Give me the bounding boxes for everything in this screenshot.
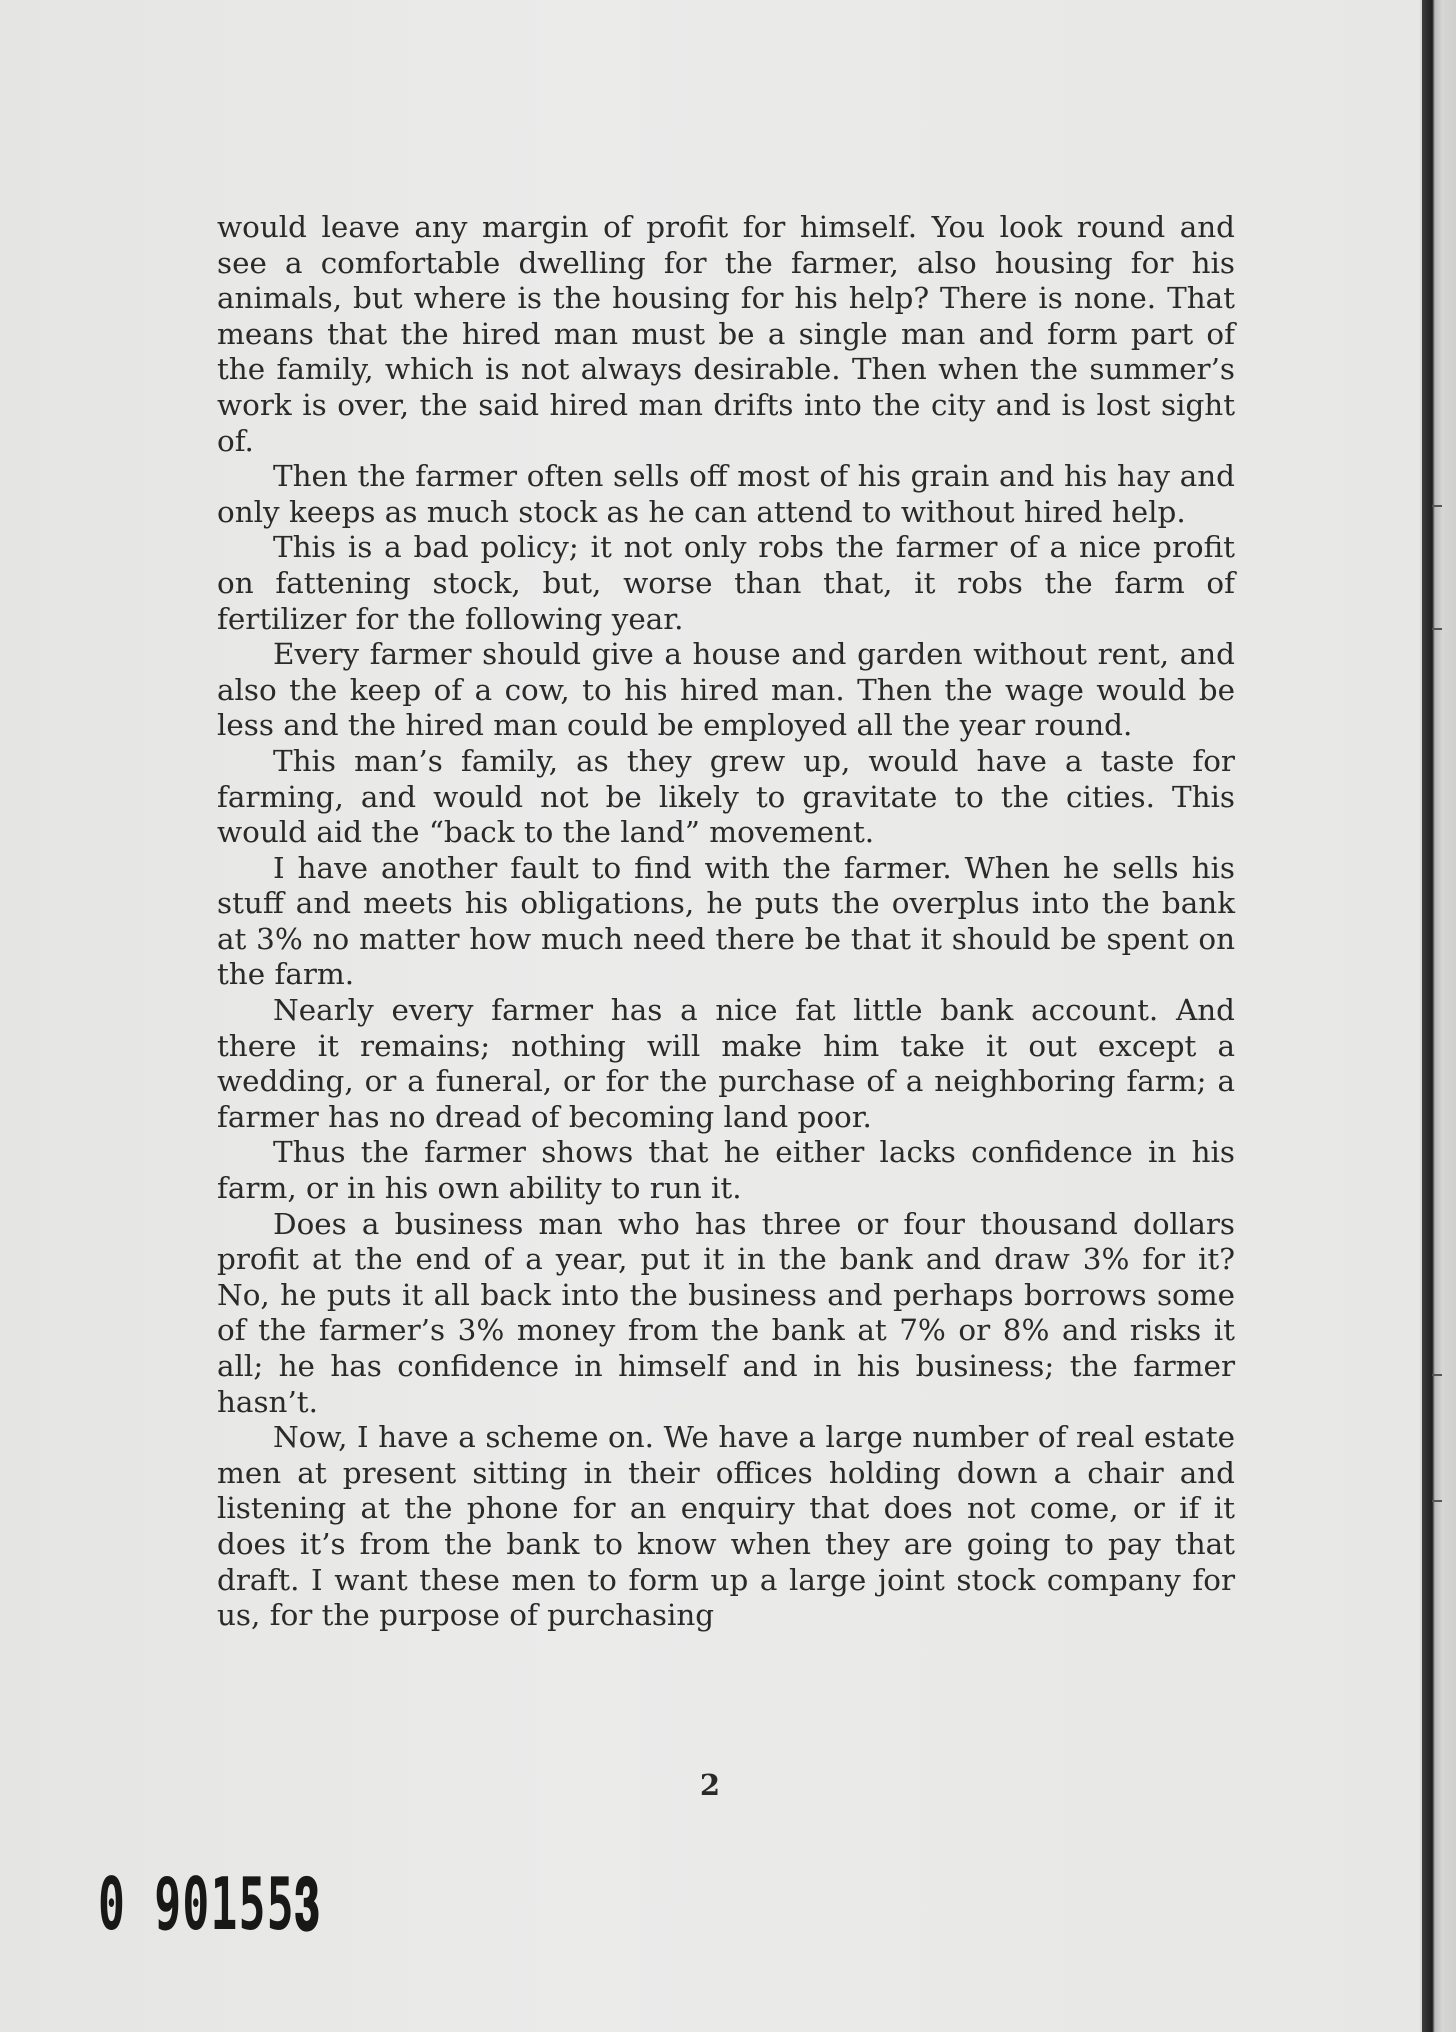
paragraph: This is a bad policy; it not only robs the farmer of a nice profit on fattening stock, but, worse than that, it robs the farm of fertilizer for the following year. bbox=[217, 530, 1235, 636]
spine-mark bbox=[1432, 628, 1442, 630]
spine-mark bbox=[1432, 1500, 1442, 1502]
paragraph: Thus the farmer shows that he either lacks confidence in his farm, or in his own ability to run it. bbox=[217, 1135, 1235, 1206]
body-text bbox=[217, 210, 1235, 1634]
paragraph: Now, I have a scheme on. We have a large number of real estate men at present sitting in their offices holding down a chair and listening at the phone for an enquiry that does not come, or if it does it’s from the bank to know when they are going to pay that draft. I want these men to form up a large joint stock company for us, for the purpose of purchasing bbox=[217, 1420, 1235, 1633]
spine-mark bbox=[1432, 505, 1442, 507]
paragraph: Does a business man who has three or four thousand dollars profit at the end of a year, put it in the bank and draw 3% for it? No, he puts it all back into the business and perhaps borrows some of the farmer’s 3% money from the bank at 7% or 8% and risks it all; he has confidence in himself and in his business; the farmer hasn’t. bbox=[217, 1206, 1235, 1419]
paragraph: would leave any margin of profit for himself. You look round and see a comfortable dwelling for the farmer, also housing for his animals, but where is the housing for his help? There is none. That means that the hired man must be a single man and form part of the family, which is not always desirable. Then when the summer’s work is over, the said hired man drifts into the city and is lost sight of. bbox=[217, 210, 1235, 458]
page-number: 2 bbox=[699, 1768, 721, 1802]
archive-stamp-number: 0 90155𝟑 bbox=[98, 1862, 321, 1946]
paragraph: I have another fault to find with the farmer. When he sells his stuff and meets his obligations, he puts the overplus into the bank at 3% no matter how much need there be that it should be spent on the farm. bbox=[217, 850, 1235, 992]
paragraph: This man’s family, as they grew up, would have a taste for farming, and would not be likely to gravitate to the cities. This would aid the “back to the land” movement. bbox=[217, 743, 1235, 850]
book-spine-edge bbox=[1422, 0, 1456, 2032]
paragraph: Then the farmer often sells off most of his grain and his hay and only keeps as much stock as he can attend to without hired help. bbox=[217, 459, 1235, 529]
paragraph: Nearly every farmer has a nice fat little bank account. And there it remains; nothing will make him take it out except a wedding, or a funeral, or for the purchase of a neighboring farm; a farmer has no dread of becoming land poor. bbox=[217, 993, 1235, 1134]
paragraph: Every farmer should give a house and garden without rent, and also the keep of a cow, to his hired man. Then the wage would be less and the hired man could be employed all the year round. bbox=[217, 637, 1235, 743]
spine-mark bbox=[1432, 1374, 1442, 1376]
